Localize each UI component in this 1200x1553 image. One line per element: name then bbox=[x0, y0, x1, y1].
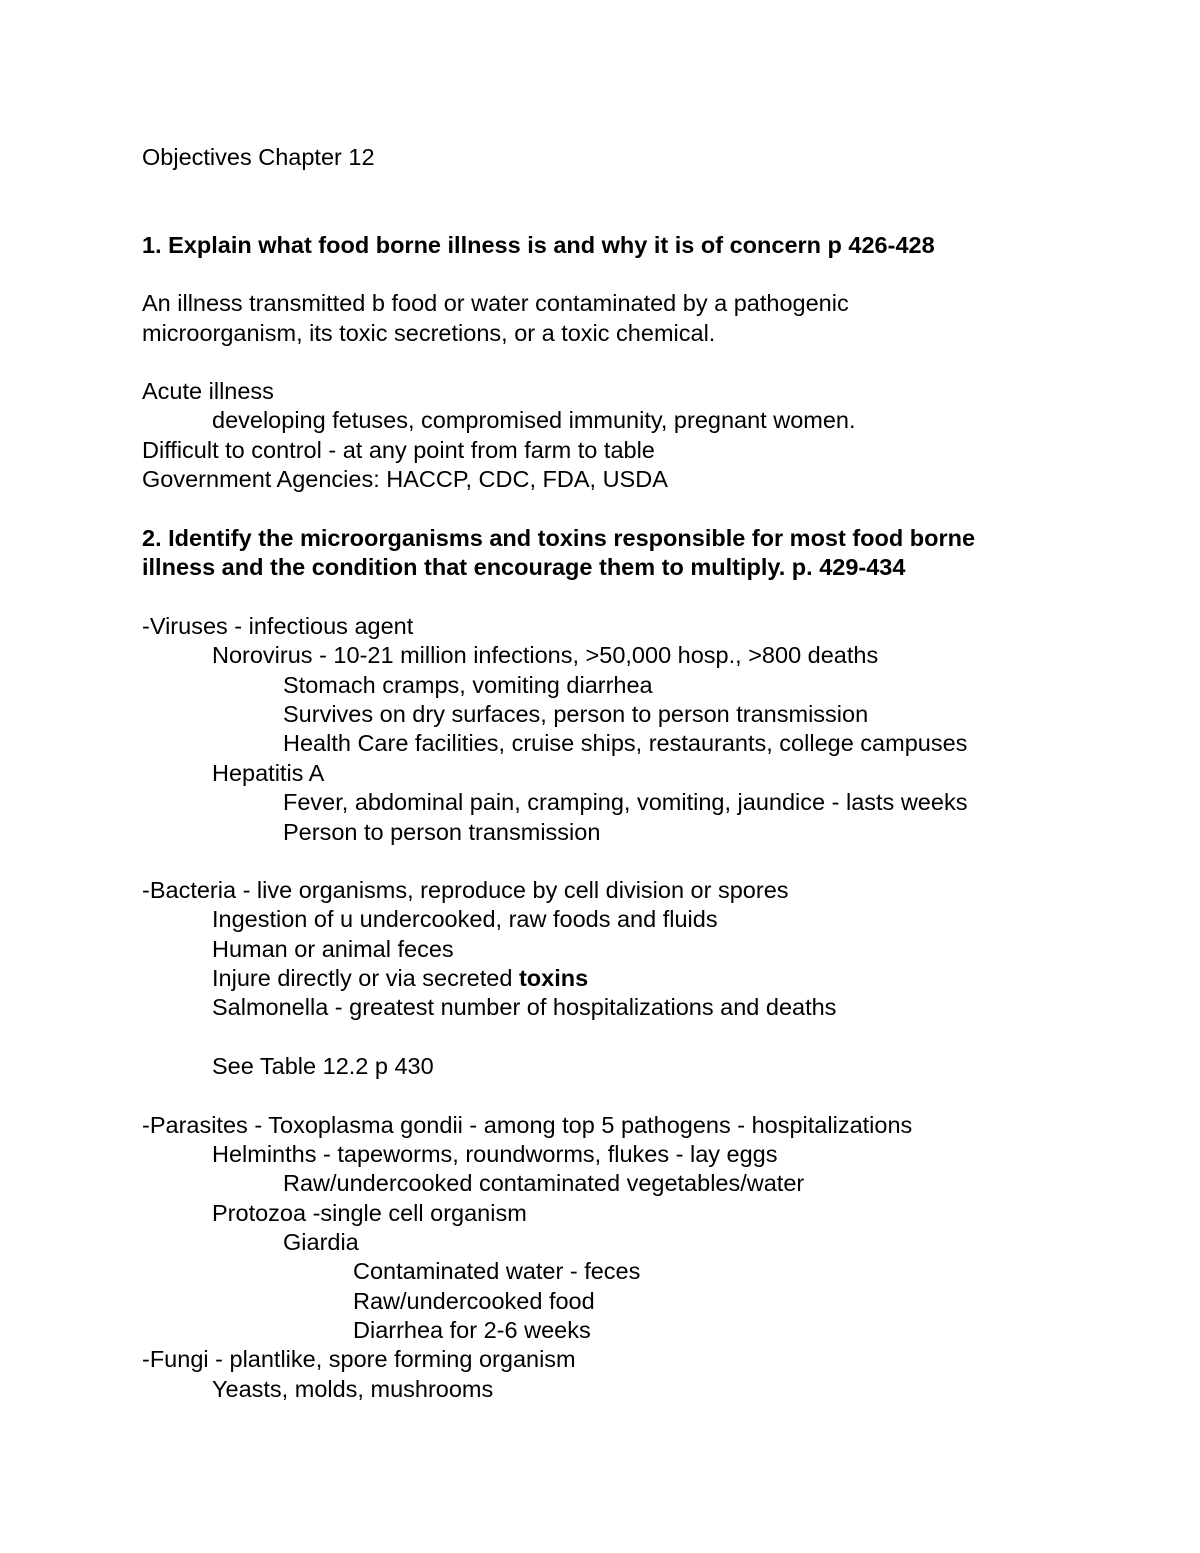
toxins-emphasis: toxins bbox=[518, 965, 589, 991]
hepatitis-detail: Person to person transmission bbox=[283, 819, 601, 845]
norovirus-detail: Stomach cramps, vomiting diarrhea bbox=[283, 672, 653, 698]
hepatitis-a: Hepatitis A bbox=[212, 760, 325, 786]
see-table-reference: See Table 12.2 p 430 bbox=[212, 1053, 434, 1079]
norovirus: Norovirus - 10-21 million infections, >50,000 hosp., >800 deaths bbox=[212, 642, 879, 668]
giardia: Giardia bbox=[283, 1229, 359, 1255]
protozoa: Protozoa -single cell organism bbox=[212, 1200, 527, 1226]
objective-2-heading-line-1: 2. Identify the microorganisms and toxins responsible for most food borne bbox=[142, 525, 976, 551]
giardia-detail: Contaminated water - feces bbox=[353, 1258, 641, 1284]
bacteria-feces: Human or animal feces bbox=[212, 936, 454, 962]
hepatitis-detail: Fever, abdominal pain, cramping, vomiting, jaundice - lasts weeks bbox=[283, 789, 968, 815]
document-title: Objectives Chapter 12 bbox=[142, 144, 375, 170]
fungi-examples: Yeasts, molds, mushrooms bbox=[212, 1376, 494, 1402]
bacteria-title: -Bacteria - live organisms, reproduce by cell division or spores bbox=[142, 877, 789, 903]
fungi-title: -Fungi - plantlike, spore forming organism bbox=[142, 1346, 576, 1372]
helminths-detail: Raw/undercooked contaminated vegetables/water bbox=[283, 1170, 805, 1196]
objective-1-heading: 1. Explain what food borne illness is and why it is of concern p 426-428 bbox=[142, 232, 935, 258]
acute-illness: Acute illness bbox=[142, 378, 274, 404]
definition-line-2: microorganism, its toxic secretions, or a toxic chemical. bbox=[142, 320, 716, 346]
viruses-title: -Viruses - infectious agent bbox=[142, 613, 414, 639]
objective-2-heading-line-2: illness and the condition that encourage them to multiply. p. 429-434 bbox=[142, 554, 906, 580]
salmonella: Salmonella - greatest number of hospitalizations and deaths bbox=[212, 994, 837, 1020]
giardia-detail: Diarrhea for 2-6 weeks bbox=[353, 1317, 591, 1343]
norovirus-detail: Health Care facilities, cruise ships, restaurants, college campuses bbox=[283, 730, 968, 756]
difficult-to-control: Difficult to control - at any point from farm to table bbox=[142, 437, 655, 463]
parasites-title: -Parasites - Toxoplasma gondii - among top 5 pathogens - hospitalizations bbox=[142, 1112, 913, 1138]
bacteria-injure bbox=[212, 963, 588, 993]
at-risk-groups: developing fetuses, compromised immunity, pregnant women. bbox=[212, 407, 856, 433]
government-agencies: Government Agencies: HACCP, CDC, FDA, USDA bbox=[142, 466, 668, 492]
helminths: Helminths - tapeworms, roundworms, flukes - lay eggs bbox=[212, 1141, 778, 1167]
norovirus-detail: Survives on dry surfaces, person to person transmission bbox=[283, 701, 869, 727]
definition-line-1: An illness transmitted b food or water contaminated by a pathogenic bbox=[142, 290, 849, 316]
bacteria-ingestion: Ingestion of u undercooked, raw foods and fluids bbox=[212, 906, 718, 932]
bacteria-injure-text: Injure directly or via secreted bbox=[212, 965, 519, 991]
giardia-detail: Raw/undercooked food bbox=[353, 1288, 595, 1314]
